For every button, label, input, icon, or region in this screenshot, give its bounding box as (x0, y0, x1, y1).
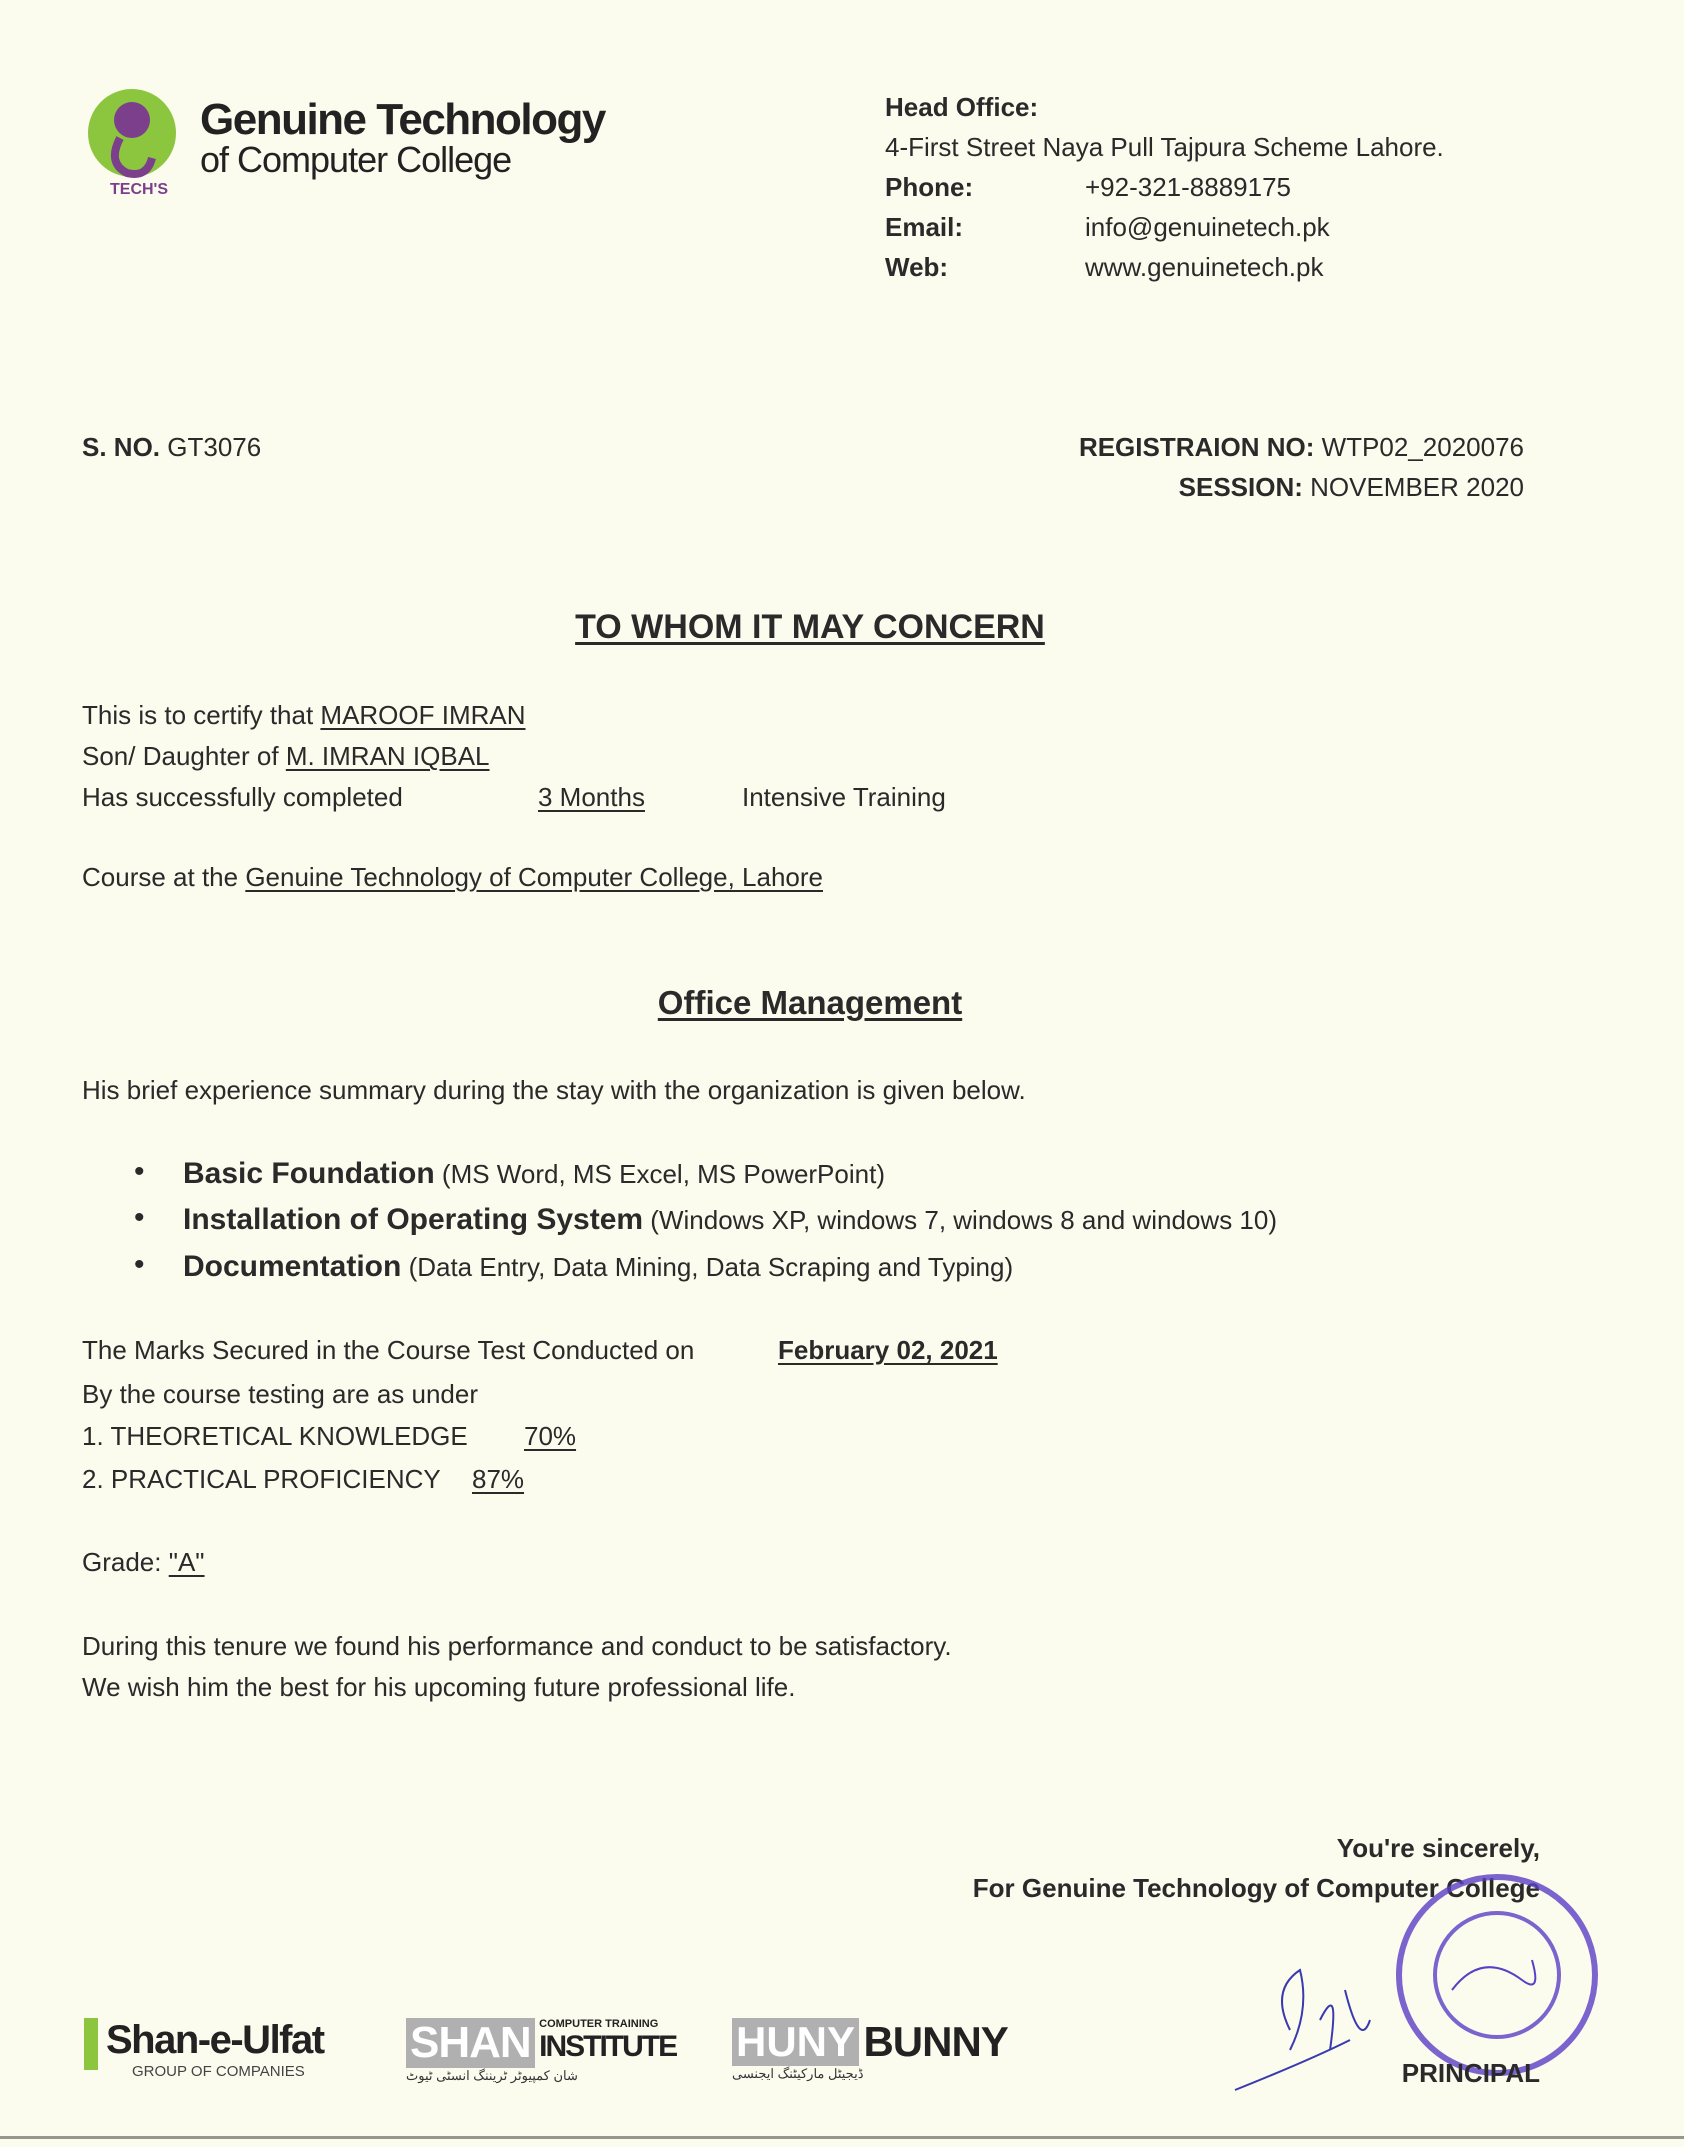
registration-number (1079, 432, 1524, 463)
marks-line: The Marks Secured in the Course Test Conducted on (82, 1335, 695, 1365)
item-detail: (MS Word, MS Excel, MS PowerPoint) (434, 1159, 885, 1189)
certify-line (82, 700, 526, 731)
parent-prefix: Son/ Daughter of (82, 741, 286, 771)
theory-label: 1. THEORETICAL KNOWLEDGE (82, 1421, 468, 1451)
email-label: Email: (885, 212, 964, 242)
serial-label: S. NO. (82, 432, 161, 462)
practical-score: 87% (472, 1464, 525, 1494)
logo-name: SHAN (406, 2018, 535, 2068)
item-title: Basic Foundation (183, 1157, 435, 1190)
huny-bunny-logo (732, 2018, 1008, 2082)
registration-label: REGISTRAION NO: (1078, 432, 1315, 462)
closing-line-2: We wish him the best for his upcoming future professional life. (82, 1672, 796, 1702)
shan-institute-logo (406, 2018, 676, 2084)
student-name: MAROOF IMRAN (320, 700, 526, 730)
bullet-icon: • (134, 1155, 145, 1188)
course-title: Office Management (657, 984, 963, 1021)
session-value: NOVEMBER 2020 (1310, 472, 1524, 502)
grade-value: "A" (168, 1547, 205, 1577)
test-date: February 02, 2021 (778, 1335, 998, 1365)
logo-main: BUNNY (863, 2018, 1008, 2065)
email: info@genuinetech.pk (1085, 212, 1330, 242)
signature-icon (1230, 1930, 1430, 2110)
svg-text:TECH'S: TECH'S (110, 181, 169, 198)
phone-label: Phone: (885, 172, 974, 202)
logo-urdu: ڈیجیٹل مارکیٹنگ ایجنسی (732, 2066, 864, 2081)
parent-name: M. IMRAN IQBAL (285, 741, 490, 771)
address: 4-First Street Naya Pull Tajpura Scheme Lahore. (885, 132, 1444, 162)
logo-name: Shan-e-Ulfat (106, 2018, 324, 2062)
bullet-icon: • (134, 1248, 145, 1281)
logo-title: Genuine Technology (200, 95, 605, 144)
serial-number (82, 432, 261, 463)
college-logo-icon (82, 88, 182, 198)
bullet-icon: • (134, 1201, 145, 1234)
document-title: TO WHOM IT MAY CONCERN (575, 608, 1045, 646)
practical-label: 2. PRACTICAL PROFICIENCY (82, 1464, 441, 1494)
grade-line (82, 1547, 205, 1578)
registration-value: WTP02_2020076 (1321, 432, 1524, 462)
certify-prefix: This is to certify that (82, 700, 321, 730)
list-item (183, 1250, 1013, 1284)
logo-name: HUNY (732, 2018, 859, 2066)
institute-name: Genuine Technology of Computer College, Lahore (245, 862, 823, 892)
head-office-label: Head Office: (885, 92, 1039, 122)
logo-subtitle: of Computer College (200, 139, 512, 180)
summary-line: His brief experience summary during the stay with the organization is given below. (82, 1075, 1026, 1105)
duration: 3 Months (538, 782, 645, 812)
phone: +92-321-8889175 (1085, 172, 1292, 202)
session (1179, 472, 1524, 503)
logo-accent (84, 2018, 98, 2070)
logo-main: INSTITUTE (539, 2030, 677, 2063)
completed-label: Has successfully completed (82, 782, 403, 812)
item-title: Documentation (183, 1250, 402, 1283)
web-label: Web: (885, 252, 949, 282)
item-title: Installation of Operating System (183, 1203, 644, 1236)
closing-line-1: During this tenure we found his performance and conduct to be satisfactory. (82, 1631, 952, 1661)
grade-label: Grade: (82, 1547, 169, 1577)
theory-score: 70% (524, 1421, 577, 1451)
logo-top: COMPUTER TRAINING (539, 2018, 659, 2030)
parent-line (82, 741, 490, 772)
principal-label: PRINCIPAL (1401, 2058, 1540, 2088)
session-label: SESSION: (1178, 472, 1303, 502)
serial-value: GT3076 (167, 432, 262, 462)
course-line (82, 862, 823, 893)
shan-e-ulfat-logo (84, 2018, 324, 2080)
scan-edge-divider (0, 2136, 1684, 2139)
college-logo-text (200, 95, 605, 180)
list-item (183, 1203, 1277, 1237)
sincerely: You're sincerely, (1336, 1833, 1540, 1863)
training-type: Intensive Training (742, 782, 946, 812)
logo-sub: GROUP OF COMPANIES (132, 2063, 305, 2080)
web: www.genuinetech.pk (1085, 252, 1324, 282)
testing-line: By the course testing are as under (82, 1379, 479, 1409)
for-organization: For Genuine Technology of Computer College (972, 1873, 1540, 1903)
item-detail: (Windows XP, windows 7, windows 8 and windows 10) (643, 1205, 1278, 1235)
course-prefix: Course at the (82, 862, 246, 892)
item-detail: (Data Entry, Data Mining, Data Scraping and Typing) (401, 1252, 1014, 1282)
logo-urdu: شان کمپیوٹر ٹریننگ انسٹی ٹیوٹ (406, 2068, 578, 2083)
list-item (183, 1157, 885, 1191)
